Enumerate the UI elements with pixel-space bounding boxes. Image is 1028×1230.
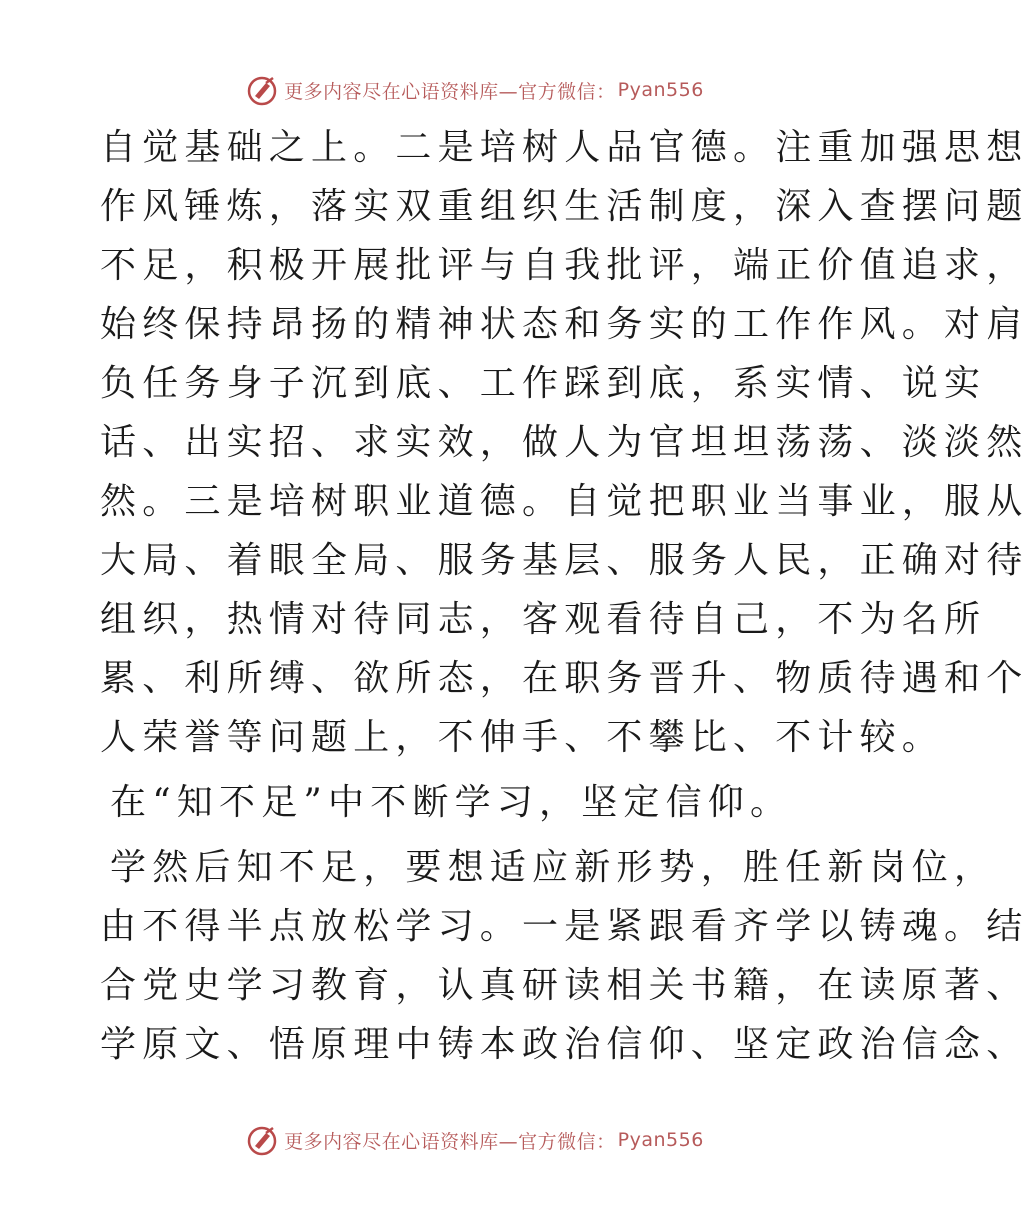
text-line: 学原文、悟原理中铸本政治信仰、坚定政治信念、 bbox=[100, 1024, 1028, 1065]
watermark-text: 更多内容尽在心语资料库—官方微信： bbox=[284, 80, 616, 103]
text-line: 大局、着眼全局、服务基层、服务人民，正确对待 bbox=[100, 540, 1028, 581]
watermark-wechat-id: Pyan556 bbox=[617, 1129, 704, 1151]
text-line: 然。三是培树职业道德。自觉把职业当事业，服从 bbox=[100, 481, 1028, 522]
document-body bbox=[100, 118, 1028, 1074]
footer-watermark bbox=[0, 1120, 950, 1160]
text-line: 学然后知不足，要想适应新形势，胜任新岗位， bbox=[110, 847, 997, 888]
watermark-wechat-id: Pyan556 bbox=[617, 79, 704, 101]
text-line: 负任务身子沉到底、工作踩到底，系实情、说实 bbox=[100, 363, 987, 404]
header-watermark bbox=[0, 70, 950, 110]
text-line: 话、出实招、求实效，做人为官坦坦荡荡、淡淡然 bbox=[100, 422, 1028, 463]
section-heading: 在“知不足”中不断学习，坚定信仰。 bbox=[110, 782, 793, 823]
text-line: 自觉基础之上。二是培树人品官德。注重加强思想 bbox=[100, 127, 1028, 168]
text-line: 累、利所缚、欲所态，在职务晋升、物质待遇和个 bbox=[100, 658, 1028, 699]
text-line: 人荣誉等问题上，不伸手、不攀比、不计较。 bbox=[100, 717, 945, 758]
text-line: 始终保持昂扬的精神状态和务实的工作作风。对肩 bbox=[100, 304, 1028, 345]
text-line: 不足，积极开展批评与自我批评，端正价值追求， bbox=[100, 245, 1028, 286]
watermark-text: 更多内容尽在心语资料库—官方微信： bbox=[284, 1130, 616, 1153]
text-line: 合党史学习教育，认真研读相关书籍，在读原著、 bbox=[100, 965, 1028, 1006]
text-line: 组织，热情对待同志，客观看待自己，不为名所 bbox=[100, 599, 987, 640]
library-logo-icon bbox=[246, 1124, 278, 1156]
text-line: 由不得半点放松学习。一是紧跟看齐学以铸魂。结 bbox=[100, 906, 1028, 947]
text-line: 作风锤炼，落实双重组织生活制度，深入查摆问题 bbox=[100, 186, 1028, 227]
library-logo-icon bbox=[246, 74, 278, 106]
